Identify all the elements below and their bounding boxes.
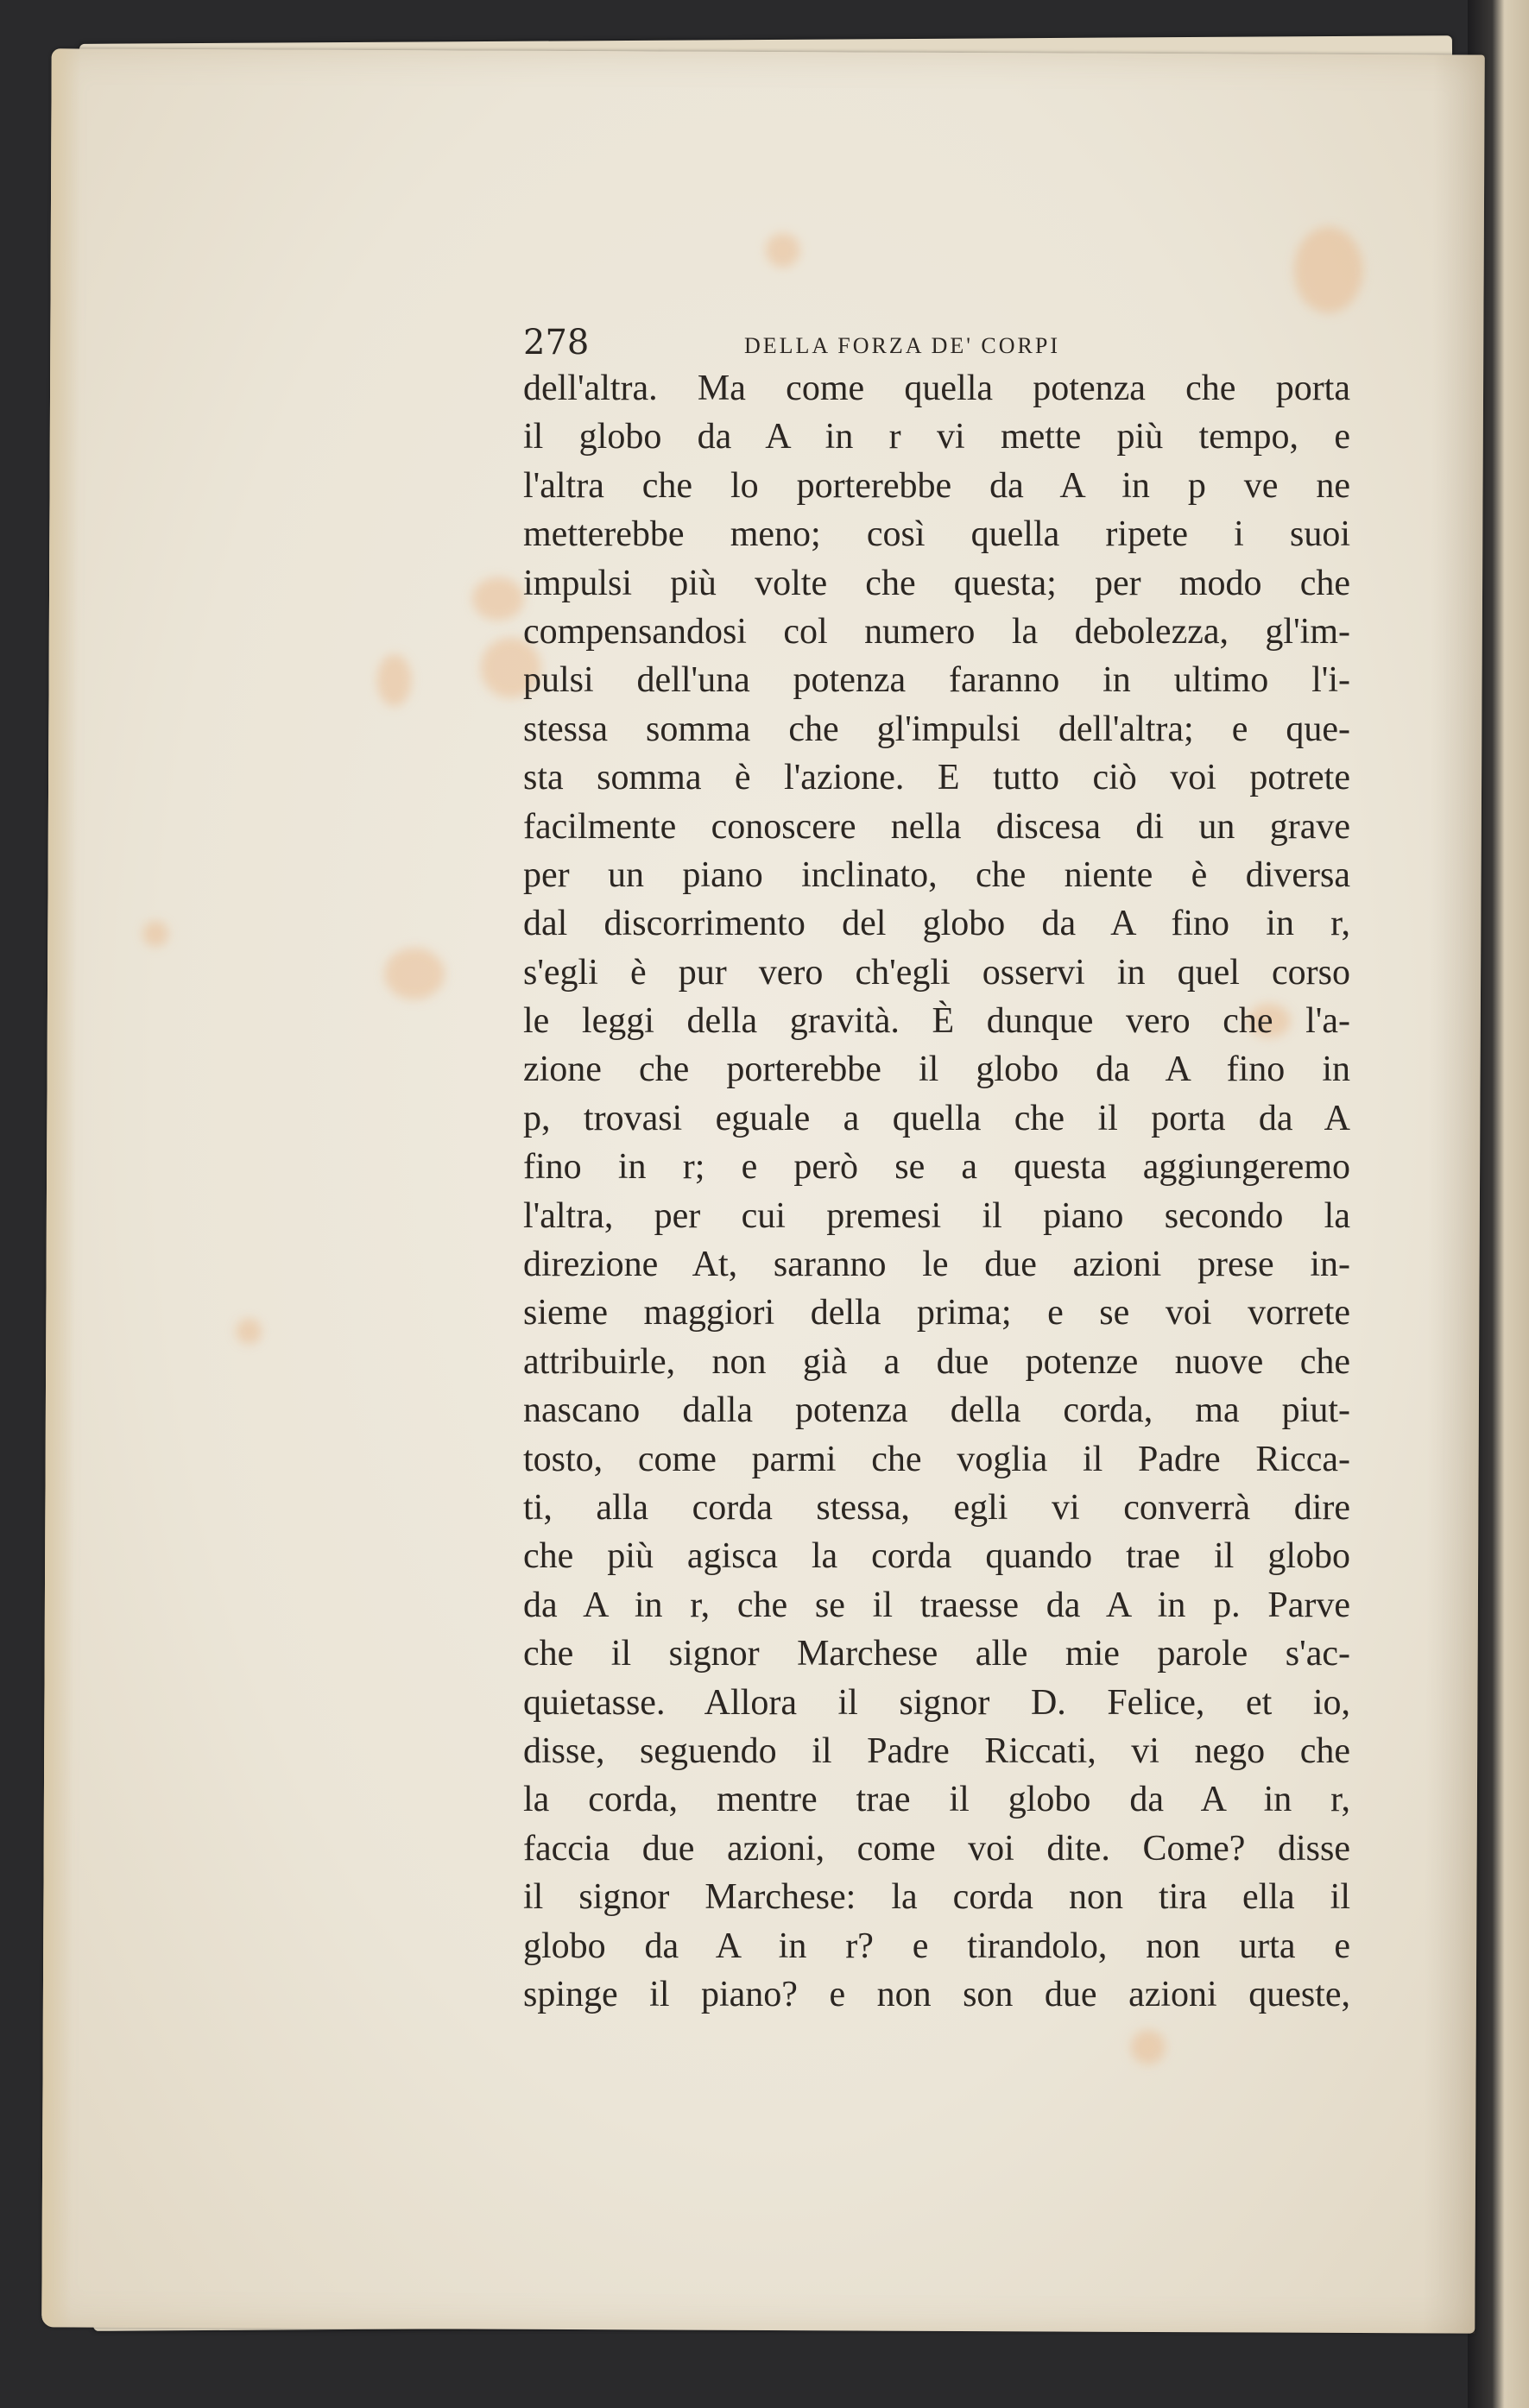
text-line: il globo da A in r vi mette più tempo, e: [523, 417, 1350, 457]
text-line: l'altra che lo porterebbe da A in p ve ne: [523, 465, 1350, 506]
text-line: stessa somma che gl'impulsi dell'altra; e que-: [523, 709, 1350, 749]
foxing-spot: [1131, 2030, 1166, 2064]
body-text: [523, 364, 1350, 2019]
text-line: direzione At, saranno le due azioni prese in-: [523, 1245, 1350, 1285]
text-line: p, trovasi eguale a quella che il porta da A: [523, 1098, 1350, 1138]
text-line: dell'altra. Ma come quella potenza che porta: [523, 369, 1350, 408]
foxing-spot: [142, 921, 168, 947]
text-line: che il signor Marchese alle mie parole s'ac-: [523, 1634, 1350, 1674]
page-number: 278: [523, 323, 590, 362]
foxing-spot: [472, 577, 524, 621]
text-line: il signor Marchese: la corda non tira ella il: [523, 1877, 1350, 1918]
text-line: spinge il piano? e non son due azioni queste,: [523, 1974, 1350, 2014]
page-edge-stain: [41, 48, 81, 2327]
gutter-shadow: [1423, 54, 1485, 2333]
foxing-spot: [766, 233, 800, 268]
text-line: tosto, come parmi che voglia il Padre Ricca-: [523, 1439, 1350, 1479]
text-line: sieme maggiori della prima; e se voi vorrete: [523, 1293, 1350, 1333]
text-line: metterebbe meno; così quella ripete i suoi: [523, 514, 1350, 555]
running-head: [523, 321, 1350, 364]
text-line: quietasse. Allora il signor D. Felice, et io,: [523, 1682, 1350, 1723]
text-line: dal discorrimento del globo da A fino in r,: [523, 904, 1350, 944]
foxing-spot: [376, 654, 411, 706]
text-line: sta somma è l'azione. E tutto ciò voi potrete: [523, 758, 1350, 798]
foxing-spot: [384, 948, 445, 999]
text-line: pulsi dell'una potenza faranno in ultimo l'i-: [523, 660, 1350, 701]
text-line: facilmente conoscere nella discesa di un grave: [523, 806, 1350, 847]
text-line: s'egli è pur vero ch'egli osservi in quel corso: [523, 952, 1350, 993]
text-line: nascano dalla potenza della corda, ma piut-: [523, 1390, 1350, 1431]
text-line: da A in r, che se il traesse da A in p. Parve: [523, 1585, 1350, 1625]
text-line: per un piano inclinato, che niente è diversa: [523, 854, 1350, 895]
text-line: che più agisca la corda quando trae il globo: [523, 1536, 1350, 1577]
text-line: le leggi della gravità. È dunque vero che l'a-: [523, 1001, 1350, 1042]
text-line: l'altra, per cui premesi il piano secondo la: [523, 1195, 1350, 1236]
page-text-block: [523, 321, 1350, 2019]
text-line: la corda, mentre trae il globo da A in r,: [523, 1780, 1350, 1820]
text-line: attribuirle, non già a due potenze nuove che: [523, 1341, 1350, 1382]
text-line: faccia due azioni, come voi dite. Come? disse: [523, 1828, 1350, 1869]
running-head-title: DELLA FORZA DE' CORPI: [744, 333, 1060, 358]
text-line: fino in r; e però se a questa aggiungeremo: [523, 1147, 1350, 1188]
foxing-spot: [1293, 227, 1362, 313]
foxing-spot: [236, 1318, 262, 1344]
text-line: zione che porterebbe il globo da A fino in: [523, 1050, 1350, 1090]
text-line: impulsi più volte che questa; per modo che: [523, 563, 1350, 603]
text-line: disse, seguendo il Padre Riccati, vi nego che: [523, 1730, 1350, 1771]
text-line: globo da A in r? e tirandolo, non urta e: [523, 1926, 1350, 1966]
text-line: compensandosi col numero la debolezza, gl'im-: [523, 611, 1350, 652]
text-line: ti, alla corda stessa, egli vi converrà dire: [523, 1487, 1350, 1528]
